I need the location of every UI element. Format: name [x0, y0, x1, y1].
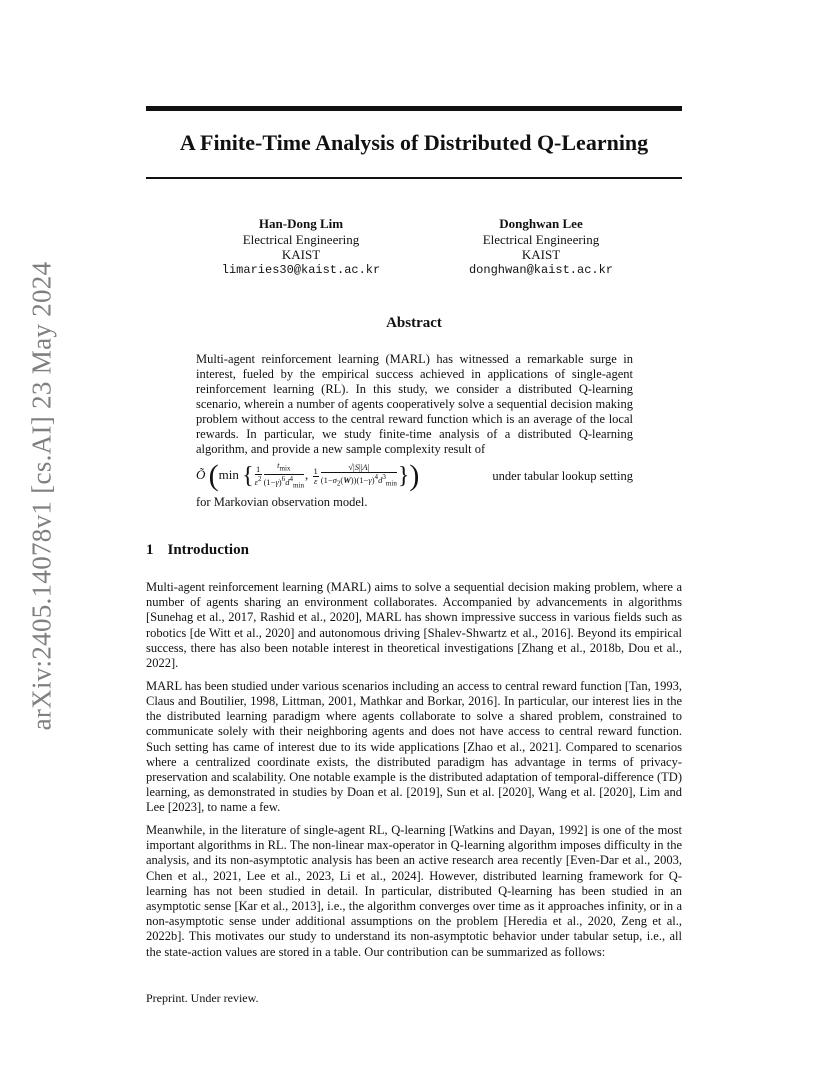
author-block-2	[436, 216, 646, 278]
arxiv-identifier-text: arXiv:2405.14078v1 [cs.AI] 23 May 2024	[26, 261, 57, 731]
section-number: 1	[146, 542, 154, 558]
author-email: limaries30@kaist.ac.kr	[221, 262, 381, 277]
author-block-1	[196, 216, 406, 278]
section-title: Introduction	[167, 542, 249, 558]
author-institution: KAIST	[281, 247, 321, 262]
abstract-body	[196, 352, 633, 510]
author-department: Electrical Engineering	[242, 231, 360, 247]
author-name: Donghwan Lee	[499, 216, 583, 231]
introduction-body	[146, 580, 682, 967]
paragraph: Meanwhile, in the literature of single-agent RL, Q-learning [Watkins and Dayan, 1992] is one of the most important algorithms in RL. The non-linear max-operator in Q-learning algorithm imposes difficulty in the analysis, and its non-asymptotic analysis has been an active research area recently [Even-Dar et al., 2003, Chen et al., 2021, Lee et al., 2023, Li et al., 2024]. However, distributed learning framework for Q-learning has not been studied in detail. In particular, distributed Q-learning has been studied in an asymptotic sense [Kar et al., 2013], i.e., the algorithm converges over time as it approaches infinity, or in a non-asymptotic sense under additional assumptions on the problem [Heredia et al., 2020, Zeng et al., 2022b]. This motivates our study to understand its non-asymptotic behavior under tabular setup, i.e., all the state-action values are stored in a table. Our contribution can be summarized as follows:	[146, 823, 682, 959]
arxiv-identifier	[22, 262, 62, 730]
abstract-heading: Abstract	[386, 315, 442, 331]
footer-note: Preprint. Under review.	[146, 991, 259, 1005]
paragraph: MARL has been studied under various scenarios including an access to central reward function [Tan, 1993, Claus and Boutilier, 1998, Littman, 2001, Mathkar and Borkar, 2016]. In particular, our interest lies in the the distributed learning paradigm where agents collaborate to solve a shared problem, constrained to communicate solely with their neighboring agents and does not have access to central reward function. Such setting has came of interest due to its wide applications [Zhao et al., 2021]. Compared to scenarios where a centralized coordinate exists, the distributed paradigm has advantage in terms of privacy-preservation and scalability. One notable example is the distributed adaptation of temporal-difference (TD) learning, as demonstrated in studies by Doan et al. [2019], Sun et al. [2020], Wang et al. [2020], Lim and Lee [2023], to name a few.	[146, 678, 682, 815]
title-rule-bottom	[146, 177, 682, 179]
section-heading	[146, 542, 249, 559]
paragraph: Multi-agent reinforcement learning (MARL) aims to solve a sequential decision making problem, where a number of agents sharing an environment collaborates. Accompanied by advancements in algorithms [Sunehag et al., 2017, Rashid et al., 2020], MARL has shown impressive success in various fields such as robotics [de Witt et al., 2020] and autonomous driving [Shalev-Shwartz et al., 2016]. Beyond its empirical success, there has also been notable interest in theoretical investigations [Zhang et al., 2018b, Dou et al., 2022].	[146, 580, 682, 671]
sample-complexity-formula: Õ (min { $\frac{1}{\varepsilon^2}$ $\frac{t_{mix}}{(1-\gamma)^6d^4_{min}}$ , $\frac{1}{\varepsilon}$ $\frac{√|S||A|}{(1-\sigma_2(W))(1-\gamma)^4d^3_{min}}$ })	[196, 459, 420, 492]
abstract-text: Multi-agent reinforcement learning (MARL) has witnessed a remarkable surge in interest, fueled by the empirical success achieved in applications of single-agent reinforcement learning (RL). In this study, we consider a distributed Q-learning scenario, wherein a number of agents cooperatively solve a sequential decision making problem without access to the central reward function which is an average of the local rewards. In particular, we study finite-time analysis of a distributed Q-learning algorithm, and provide a new sample complexity result of	[196, 352, 633, 456]
title-rule-top	[146, 106, 682, 111]
author-email: donghwan@kaist.ac.kr	[468, 262, 614, 277]
abstract-formula-line	[196, 457, 633, 495]
paper-title: A Finite-Time Analysis of Distributed Q-Learning	[179, 130, 649, 155]
author-institution: KAIST	[521, 247, 561, 262]
author-department: Electrical Engineering	[482, 231, 600, 247]
abstract-end: for Markovian observation model.	[196, 495, 368, 509]
abstract-formula-tail: under tabular lookup setting	[492, 468, 633, 483]
author-name: Han-Dong Lim	[258, 216, 344, 231]
